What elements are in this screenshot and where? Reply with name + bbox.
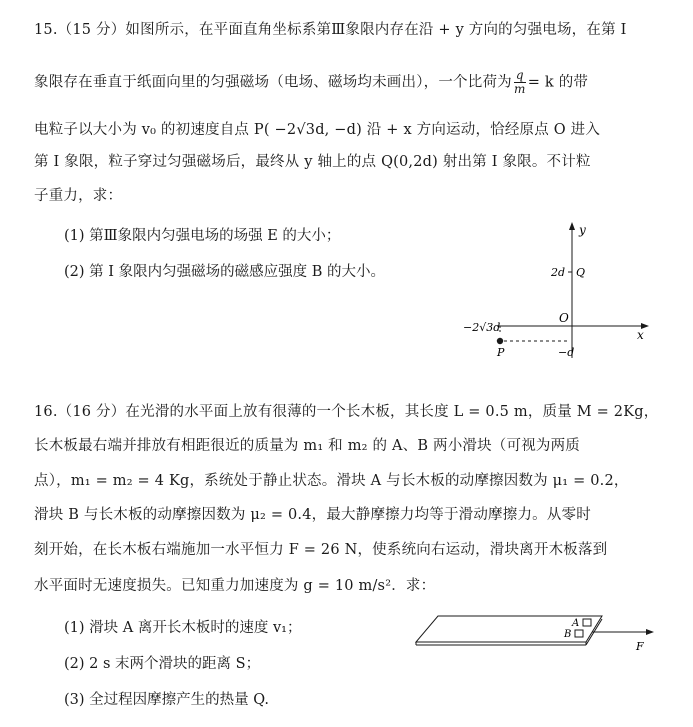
block-a: [583, 619, 591, 626]
q15-line-2: [34, 69, 588, 96]
point-p: [497, 338, 503, 344]
q15-subquestion-2: (2) 第 Ⅰ 象限内匀强磁场的磁感应强度 B 的大小。: [64, 264, 385, 280]
q16-subquestion-2: (2) 2 s 末两个滑块的距离 S；: [64, 656, 261, 672]
q16-line-2: 长木板最右端并排放有相距很近的质量为 m₁ 和 m₂ 的 A、B 两小滑块（可视为两质: [34, 438, 581, 454]
q16-plank-figure: [410, 608, 660, 658]
force-arrow-head: [646, 629, 654, 635]
q16-line-1: 16.（16 分）在光滑的水平面上放有很薄的一个长木板，其长度 L = 0.5 m，质量 M = 2Kg，: [34, 404, 659, 420]
q15-line-3: 电粒子以大小为 v₀ 的初速度自点 P( −2√3d, −d) 沿 + x 方向运动，恰经原点 O 进入: [34, 122, 601, 138]
q15-subquestion-1: (1) 第Ⅲ象限内匀强电场的场强 E 的大小；: [64, 228, 341, 244]
block-a-label: A: [572, 618, 580, 629]
charge-mass-fraction: [514, 69, 526, 96]
q16-subquestion-3: (3) 全过程因摩擦产生的热量 Q.: [64, 692, 270, 708]
q15-line-1: 15.（15 分）如图所示，在平面直角坐标系第Ⅲ象限内存在沿 + y 方向的匀强电场，在第 Ⅰ: [34, 22, 627, 38]
p-point-label: P: [497, 346, 505, 359]
y-axis-arrow: [569, 222, 575, 230]
q16-line-4: 滑块 B 与长木板的动摩擦因数为 μ₂ = 0.4，最大静摩擦力均等于滑动摩擦力。从零时: [34, 507, 591, 523]
q-point-label: Q: [576, 266, 586, 279]
x-axis-label: x: [637, 328, 644, 342]
fraction-numerator: q: [515, 68, 524, 82]
neg-y-tick-label: −d: [558, 346, 575, 359]
q15-line-5: 子重力，求：: [34, 188, 123, 204]
q15-line-4: 第 Ⅰ 象限，粒子穿过匀强磁场后，最终从 y 轴上的点 Q(0,2d) 射出第 Ⅰ 象限。不计粒: [34, 154, 591, 170]
block-b: [575, 630, 583, 637]
q-tick-label: 2d: [551, 266, 566, 279]
force-label: F: [636, 640, 644, 653]
fraction-denominator: m: [514, 82, 526, 96]
q15-line-2b: = k 的带: [527, 74, 589, 91]
q16-line-5: 刻开始，在长木板右端施加一水平恒力 F = 26 N，使系统向右运动，滑块离开木板落到: [34, 542, 608, 558]
y-axis-label: y: [579, 223, 586, 237]
block-b-label: B: [564, 629, 572, 640]
neg-x-tick-label: −2√3d: [463, 321, 501, 334]
q16-line-6: 水平面时无速度损失。已知重力加速度为 g = 10 m/s²．求：: [34, 578, 436, 594]
q16-line-3: 点），m₁ = m₂ = 4 Kg，系统处于静止状态。滑块 A 与长木板的动摩擦因数为 μ₁ = 0.2，: [34, 473, 629, 489]
q15-coordinate-figure: [455, 220, 655, 365]
q16-subquestion-1: (1) 滑块 A 离开长木板时的速度 v₁；: [64, 620, 302, 636]
origin-label: O: [559, 311, 569, 325]
q15-line-2a: 象限存在垂直于纸面向里的匀强磁场（电场、磁场均未画出），一个比荷为: [34, 74, 512, 91]
